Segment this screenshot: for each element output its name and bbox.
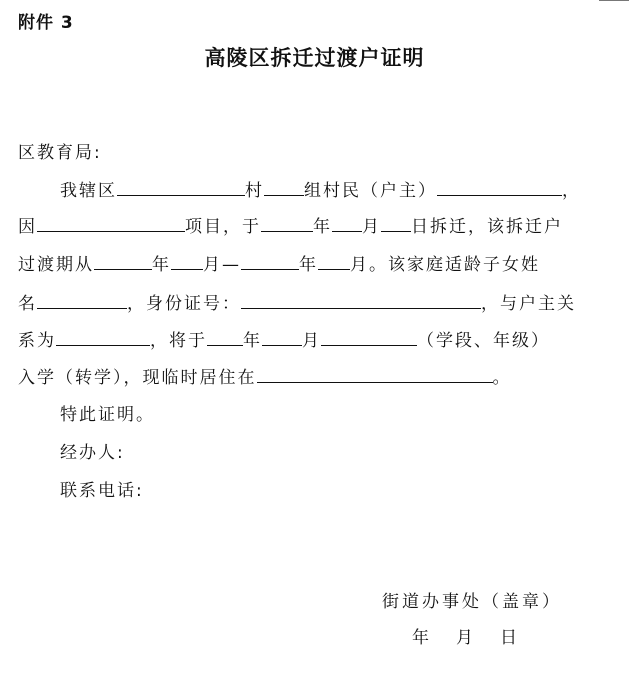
blank-relation[interactable] xyxy=(56,328,150,346)
blank-entry-year[interactable] xyxy=(207,328,243,346)
blank-address[interactable] xyxy=(257,365,493,383)
text-relation: ，与户主关 xyxy=(481,294,576,314)
blank-demolition-month[interactable] xyxy=(332,214,362,232)
blank-child-name[interactable] xyxy=(37,291,127,309)
text-day-demolition: 日拆迁，该拆迁户 xyxy=(411,217,563,237)
text-project: 项目，于 xyxy=(185,217,261,237)
blank-start-month[interactable] xyxy=(171,252,203,270)
handler-label: 经办人: xyxy=(60,443,125,463)
phone-label: 联系电话: xyxy=(60,481,144,501)
blank-grade[interactable] xyxy=(321,328,417,346)
blank-end-month[interactable] xyxy=(318,252,350,270)
text-group-villager: 组村民（户主） xyxy=(304,181,437,201)
text-period: 。 xyxy=(492,368,512,388)
text-will: ，将于 xyxy=(150,331,207,351)
text-year: 年 xyxy=(313,217,332,237)
date-label: 年 月 日 xyxy=(412,628,522,648)
text-month: 月 xyxy=(302,331,321,351)
text-month-dash: 月— xyxy=(203,255,241,275)
blank-demolition-day[interactable] xyxy=(381,214,411,232)
body-line-1 xyxy=(60,176,581,201)
body-line-5 xyxy=(18,326,550,351)
text-id-number: ，身份证号： xyxy=(127,294,241,314)
text-relation-is: 系为 xyxy=(18,331,56,351)
text-stage-grade: （学段、年级） xyxy=(417,331,550,351)
text-transition-from: 过渡期从 xyxy=(18,255,94,275)
body-line-6 xyxy=(18,363,512,388)
blank-id-number[interactable] xyxy=(241,291,481,309)
blank-entry-month[interactable] xyxy=(262,328,302,346)
blank-district[interactable] xyxy=(117,178,245,196)
blank-householder[interactable] xyxy=(437,178,562,196)
text-year: 年 xyxy=(299,255,318,275)
addressee: 区教育局: xyxy=(18,143,102,163)
blank-end-year[interactable] xyxy=(241,252,299,270)
attachment-label: 附件 3 xyxy=(18,13,74,33)
text-village: 村 xyxy=(245,181,264,201)
blank-village[interactable] xyxy=(264,178,304,196)
blank-demolition-year[interactable] xyxy=(261,214,313,232)
blank-start-year[interactable] xyxy=(94,252,152,270)
body-line-2 xyxy=(18,212,563,237)
office-seal-label: 街道办事处（盖章） xyxy=(382,592,562,612)
body-line-3 xyxy=(18,250,540,275)
text-enroll-residence: 入学（转学），现临时居住在 xyxy=(18,368,257,388)
text-jurisdiction: 我辖区 xyxy=(60,181,117,201)
text-child-name-intro: 月。该家庭适龄子女姓 xyxy=(350,255,540,275)
blank-project[interactable] xyxy=(37,214,185,232)
text-because: 因 xyxy=(18,217,37,237)
document-title: 高陵区拆迁过渡户证明 xyxy=(204,46,425,70)
certify-text: 特此证明。 xyxy=(60,405,155,425)
text-month: 月 xyxy=(362,217,381,237)
text-comma: ， xyxy=(562,181,581,201)
text-name: 名 xyxy=(18,294,37,314)
text-year: 年 xyxy=(243,331,262,351)
top-edge-line xyxy=(599,0,629,1)
body-line-4 xyxy=(18,289,576,314)
text-year: 年 xyxy=(152,255,171,275)
